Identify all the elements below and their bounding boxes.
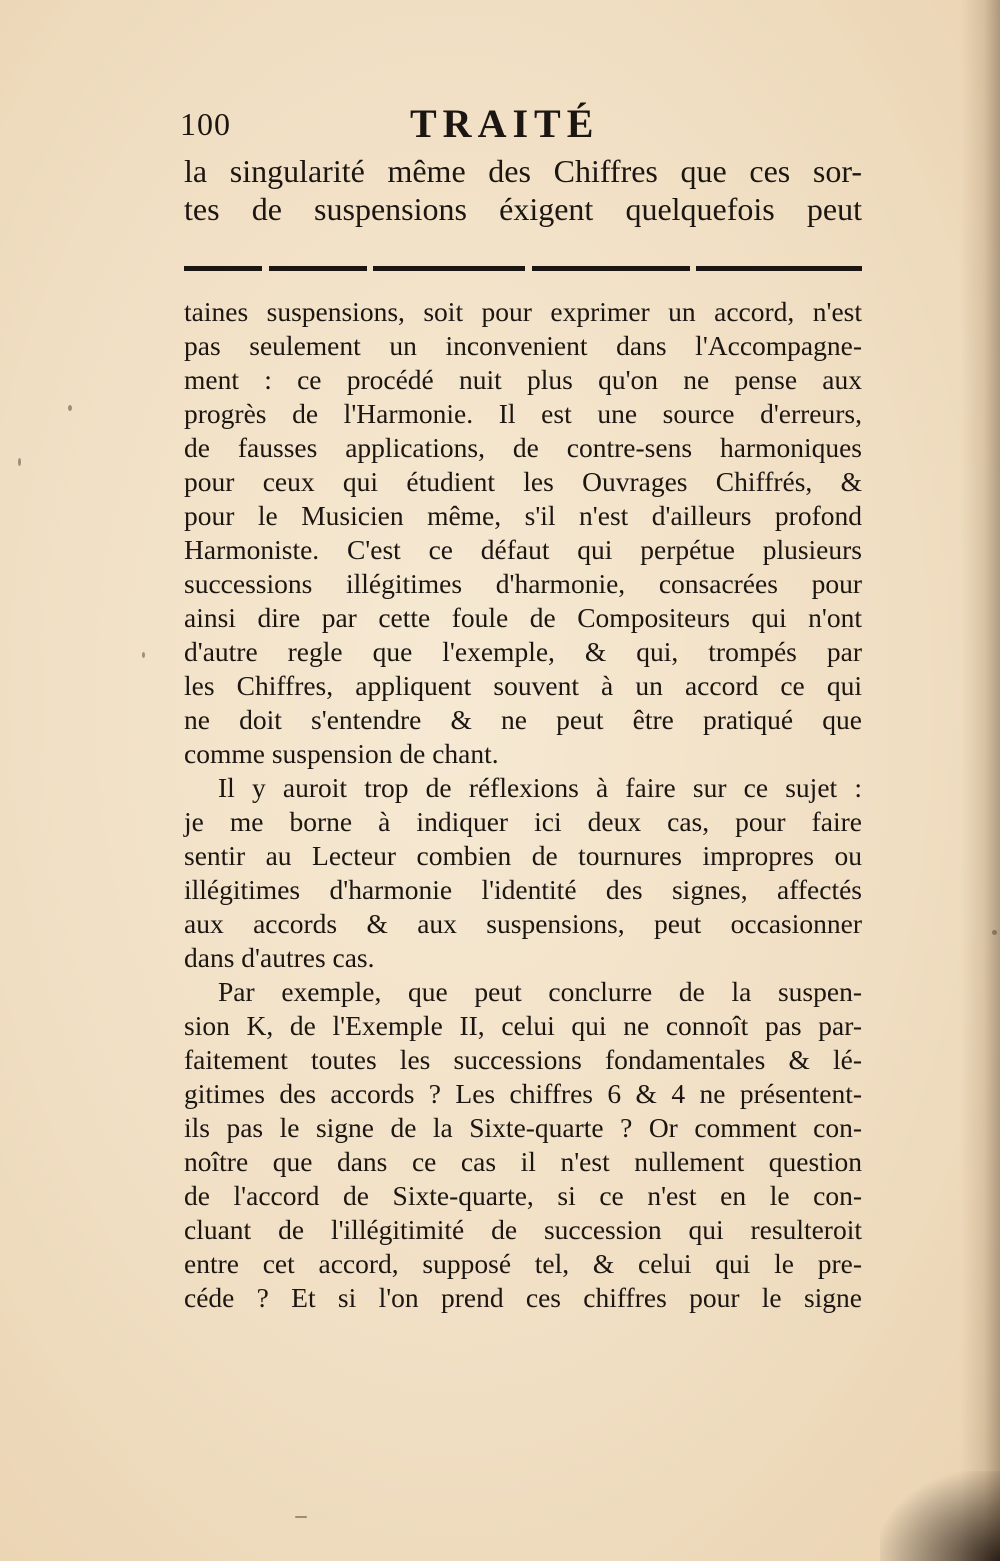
- body-line: sentir au Lecteur combien de tournures impropres ou: [184, 840, 862, 871]
- body-line: sion K, de l'Exemple II, celui qui ne connoît pas par-: [184, 1010, 862, 1041]
- body-line: céde ? Et si l'on prend ces chiffres pour le signe: [184, 1282, 862, 1313]
- body-line: illégitimes d'harmonie l'identité des signes, affectés: [184, 874, 862, 905]
- page-edge-shadow: [960, 0, 1000, 1561]
- rule-segment: [269, 266, 367, 271]
- body-line: pas seulement un inconvenient dans l'Accompagne-: [184, 330, 862, 361]
- body-line: Par exemple, que peut conclurre de la suspen-: [218, 976, 862, 1007]
- body-line: aux accords & aux suspensions, peut occasionner: [184, 908, 862, 939]
- body-line: ils pas le signe de la Sixte-quarte ? Or comment con-: [184, 1112, 862, 1143]
- rule-segment: [696, 266, 862, 271]
- paper-speck: [142, 652, 145, 658]
- body-line: ment : ce procédé nuit plus qu'on ne pense aux: [184, 364, 862, 395]
- rule-segment: [373, 266, 525, 271]
- body-line: comme suspension de chant.: [184, 738, 499, 769]
- paper-speck: [18, 458, 21, 466]
- paper-speck: [295, 1516, 307, 1518]
- paper-speck: [992, 930, 997, 935]
- page-header: [150, 100, 862, 150]
- body-line: je me borne à indiquer ici deux cas, pour faire: [184, 806, 862, 837]
- body-line: de l'accord de Sixte-quarte, si ce n'est en le con-: [184, 1180, 862, 1211]
- body-line: ainsi dire par cette foule de Compositeurs qui n'ont: [184, 602, 862, 633]
- body-line: les Chiffres, appliquent souvent à un accord ce qui: [184, 670, 862, 701]
- rule-segment: [184, 266, 262, 271]
- body-line: entre cet accord, supposé tel, & celui qui le pre-: [184, 1248, 862, 1279]
- body-line: gitimes des accords ? Les chiffres 6 & 4 ne présentent-: [184, 1078, 862, 1109]
- top-line: tes de suspensions éxigent quelquefois peut: [184, 191, 862, 227]
- section-rule: [184, 266, 862, 272]
- body-line: dans d'autres cas.: [184, 942, 375, 973]
- body-line: ne doit s'entendre & ne peut être pratiqué que: [184, 704, 862, 735]
- page-number: 100: [180, 106, 231, 142]
- body-line: taines suspensions, soit pour exprimer un accord, n'est: [184, 296, 862, 327]
- body-line: Il y auroit trop de réflexions à faire sur ce sujet :: [218, 772, 862, 803]
- body-line: cluant de l'illégitimité de succession qui resulteroit: [184, 1214, 862, 1245]
- paper-speck: [68, 405, 72, 411]
- body-text: [184, 295, 862, 1315]
- body-line: successions illégitimes d'harmonie, consacrées pour: [184, 568, 862, 599]
- running-title: TRAITÉ: [410, 101, 600, 146]
- body-line: de fausses applications, de contre-sens harmoniques: [184, 432, 862, 463]
- rule-segment: [532, 266, 690, 271]
- body-line: pour le Musicien même, s'il n'est d'ailleurs profond: [184, 500, 862, 531]
- top-text-fragment: [184, 152, 862, 228]
- body-line: progrès de l'Harmonie. Il est une source d'erreurs,: [184, 398, 862, 429]
- body-line: pour ceux qui étudient les Ouvrages Chiffrés, &: [184, 466, 862, 497]
- body-line: faitement toutes les successions fondamentales & lé-: [184, 1044, 862, 1075]
- body-line: d'autre regle que l'exemple, & qui, trompés par: [184, 636, 862, 667]
- body-line: noître que dans ce cas il n'est nullement question: [184, 1146, 862, 1177]
- page-corner-shadow: [880, 1471, 1000, 1561]
- top-line: la singularité même des Chiffres que ces sor-: [184, 153, 862, 189]
- body-line: Harmoniste. C'est ce défaut qui perpétue plusieurs: [184, 534, 862, 565]
